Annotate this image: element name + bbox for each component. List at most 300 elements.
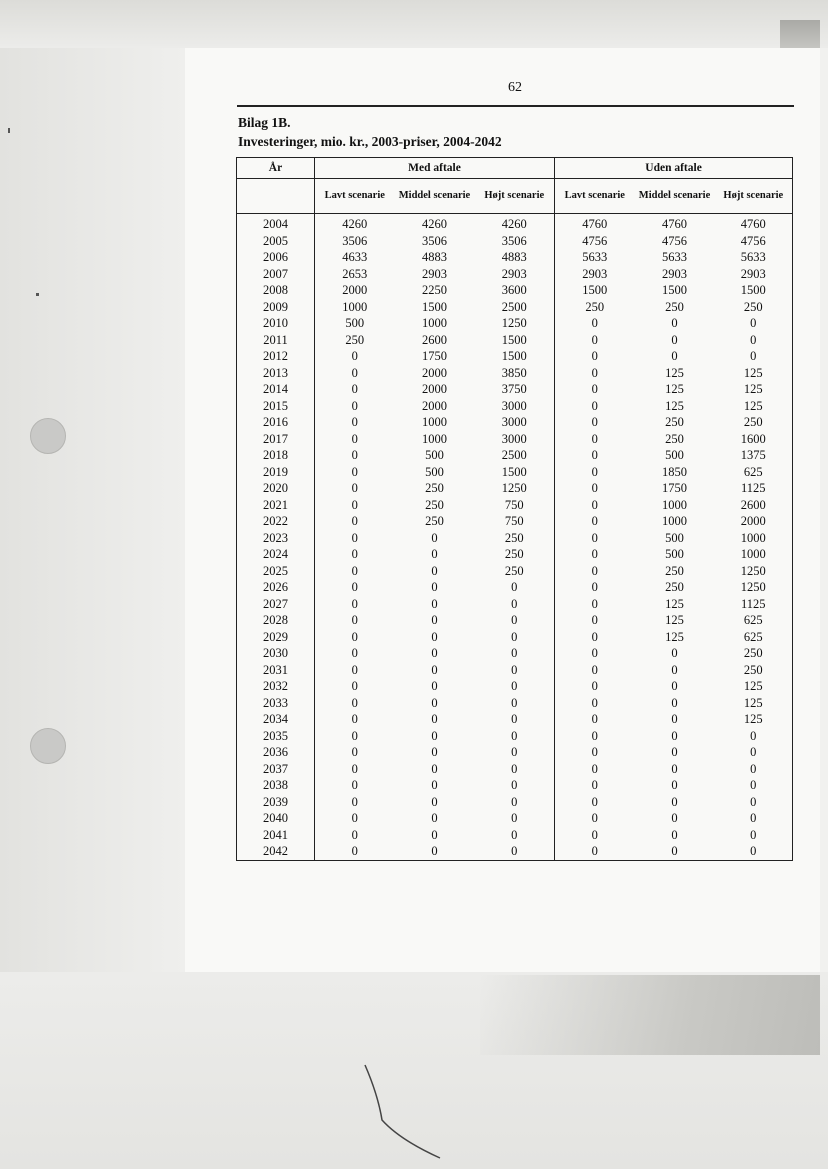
table-row [237,662,793,679]
cell-with-low: 0 [351,563,358,578]
cell-with-high: 750 [504,514,524,528]
cell-with-low: 0 [351,844,358,858]
cell-with-middle: 500 [425,448,444,462]
subheader-with-low: Lavt scenarie [315,179,395,214]
cell-without-low: 0 [555,711,635,728]
cell-year: 2012 [237,348,315,365]
cell-with-low: 0 [351,745,358,759]
cell-without-high: 1125 [741,481,766,495]
cell-without-high: 0 [750,745,757,759]
cell-without-high: 4756 [740,233,766,248]
cell-with-low: 0 [351,613,358,627]
cell-with-middle: 2000 [422,398,447,413]
table-row [237,843,793,860]
cell-without-high: 125 [743,695,763,710]
table-row [237,480,793,497]
cell-without-low: 0 [555,827,635,844]
cell-year: 2016 [237,414,315,431]
cell-without-low: 0 [555,414,635,431]
cell-without-middle: 500 [665,530,684,545]
cell-without-low: 0 [555,332,635,349]
cell-with-high: 0 [511,695,518,710]
cell-year: 2042 [237,843,315,860]
cell-with-high: 0 [511,580,518,594]
cell-without-high: 1000 [740,530,766,545]
cell-year: 2023 [237,530,315,547]
cell-with-low: 0 [351,761,358,776]
cell-without-low: 0 [555,365,635,382]
cell-without-high: 0 [750,761,757,776]
cell-year: 2035 [237,728,315,745]
cell-without-middle: 0 [671,761,678,776]
cell-with-middle: 0 [431,563,438,578]
cell-without-middle: 1850 [662,464,688,479]
cell-without-middle: 125 [665,382,684,396]
cell-with-high: 0 [511,712,518,726]
cell-without-middle: 1000 [662,514,688,528]
cell-year: 2032 [237,678,315,695]
cell-with-low: 1000 [342,299,368,314]
cell-year: 2040 [237,810,315,827]
cell-with-middle: 1000 [422,431,447,446]
cell-with-low: 3506 [342,233,368,248]
cell-with-high: 1500 [501,464,527,479]
cell-without-middle: 250 [665,580,684,594]
cell-with-low: 0 [351,464,358,479]
table-row [237,233,793,250]
cell-without-low: 0 [555,695,635,712]
cell-with-high: 0 [511,844,518,858]
cell-without-middle: 250 [665,415,684,429]
cell-year: 2024 [237,546,315,563]
cell-year: 2019 [237,464,315,481]
cell-without-low: 0 [555,843,635,860]
cell-with-low: 4633 [342,250,368,264]
cell-year: 2004 [237,214,315,233]
cell-without-low: 0 [555,579,635,596]
table-row [237,365,793,382]
cell-with-middle: 0 [431,794,438,809]
cell-with-middle: 0 [431,596,438,611]
cell-year: 2015 [237,398,315,415]
scan-speck [36,293,39,296]
cell-with-middle: 0 [431,827,438,842]
cell-without-middle: 0 [671,778,678,792]
cell-with-middle: 4260 [422,217,447,231]
cell-without-high: 250 [743,662,763,677]
cell-year: 2038 [237,777,315,794]
cell-without-low: 2903 [555,266,635,283]
cell-with-low: 0 [351,794,358,809]
cell-with-high: 0 [511,811,518,825]
cell-year: 2009 [237,299,315,316]
cell-with-high: 0 [511,827,518,842]
cell-year: 2029 [237,629,315,646]
scan-scratch-mark [360,1060,450,1160]
table-row [237,777,793,794]
cell-without-high: 625 [743,464,763,479]
cell-year: 2039 [237,794,315,811]
cell-year: 2028 [237,612,315,629]
punch-hole-lower [30,728,66,764]
cell-with-middle: 3506 [422,233,447,248]
cell-with-low: 0 [351,695,358,710]
cell-without-high: 250 [743,299,763,314]
cell-without-low: 0 [555,612,635,629]
cell-year: 2007 [237,266,315,283]
cell-without-high: 0 [750,811,757,825]
cell-with-low: 0 [351,448,358,462]
cell-with-low: 0 [351,827,358,842]
cell-with-middle: 500 [425,464,444,479]
cell-without-high: 125 [743,365,763,380]
cell-without-high: 1500 [740,283,766,297]
cell-without-middle: 4760 [662,217,688,231]
cell-without-low: 0 [555,794,635,811]
cell-with-high: 0 [511,728,518,743]
cell-year: 2025 [237,563,315,580]
cell-without-middle: 0 [671,349,678,363]
cell-with-low: 0 [351,497,358,512]
table-row [237,744,793,761]
table-row [237,332,793,349]
cell-without-middle: 0 [671,316,678,330]
cell-without-high: 125 [743,382,763,396]
cell-with-middle: 0 [431,662,438,677]
cell-without-low: 0 [555,596,635,613]
cell-with-middle: 1500 [422,299,447,314]
cell-year: 2006 [237,249,315,266]
cell-with-low: 0 [351,679,358,693]
cell-without-middle: 1000 [662,497,688,512]
cell-year: 2036 [237,744,315,761]
cell-year: 2022 [237,513,315,530]
subheader-without-low: Lavt scenarie [555,179,635,214]
cell-with-middle: 4883 [422,250,447,264]
cell-without-high: 0 [750,778,757,792]
cell-without-high: 2000 [740,514,766,528]
table-title: Investeringer, mio. kr., 2003-priser, 2004-2042 [238,134,502,149]
table-row [237,414,793,431]
cell-without-high: 2903 [740,266,766,281]
subheader-without-middle: Middel scenarie [635,179,715,214]
cell-with-low: 0 [351,646,358,660]
subheader-without-high: Højt scenarie [715,179,793,214]
cell-with-low: 0 [351,580,358,594]
cell-with-middle: 250 [425,481,444,495]
cell-without-low: 0 [555,513,635,530]
cell-without-low: 1500 [555,282,635,299]
table-row [237,315,793,332]
cell-without-high: 625 [743,613,763,627]
cell-with-middle: 0 [431,811,438,825]
cell-without-middle: 250 [665,431,684,446]
cell-without-low: 0 [555,315,635,332]
cell-with-high: 1500 [501,349,527,363]
cell-without-middle: 4756 [662,233,688,248]
cell-with-middle: 0 [431,712,438,726]
cell-without-middle: 1500 [662,283,688,297]
cell-without-low: 0 [555,431,635,448]
cell-year: 2010 [237,315,315,332]
cell-without-middle: 5633 [662,250,688,264]
table-row [237,530,793,547]
cell-with-high: 0 [511,613,518,627]
cell-without-low: 0 [555,678,635,695]
cell-with-low: 0 [351,728,358,743]
table-row [237,282,793,299]
cell-without-middle: 0 [671,712,678,726]
cell-with-high: 4883 [501,250,527,264]
cell-without-low: 0 [555,381,635,398]
cell-without-high: 0 [750,827,757,842]
cell-with-high: 0 [511,629,518,644]
subheader-with-high: Højt scenarie [475,179,555,214]
cell-year: 2014 [237,381,315,398]
table-row [237,249,793,266]
cell-without-low: 0 [555,744,635,761]
cell-with-low: 0 [351,778,358,792]
cell-without-middle: 0 [671,646,678,660]
cell-year: 2027 [237,596,315,613]
cell-without-low: 0 [555,546,635,563]
cell-with-middle: 0 [431,547,438,561]
cell-without-low: 0 [555,728,635,745]
cell-without-low: 0 [555,761,635,778]
cell-year: 2018 [237,447,315,464]
cell-with-low: 0 [351,415,358,429]
cell-year: 2005 [237,233,315,250]
cell-with-low: 0 [351,629,358,644]
table-row [237,596,793,613]
cell-with-high: 1250 [501,316,527,330]
cell-without-high: 0 [750,349,757,363]
cell-without-high: 250 [743,646,763,660]
cell-with-high: 750 [504,497,524,512]
table-row [237,612,793,629]
cell-without-middle: 125 [665,629,684,644]
table-row [237,695,793,712]
cell-without-middle: 125 [665,365,684,380]
cell-without-middle: 125 [665,613,684,627]
cell-without-middle: 0 [671,745,678,759]
cell-with-low: 0 [351,365,358,380]
cell-without-low: 0 [555,447,635,464]
cell-with-low: 2653 [342,266,368,281]
table-row [237,431,793,448]
year-subheader-blank [237,179,315,214]
cell-without-middle: 0 [671,728,678,743]
table-row [237,728,793,745]
cell-with-high: 3506 [501,233,527,248]
cell-with-low: 4260 [342,217,368,231]
cell-year: 2037 [237,761,315,778]
cell-with-low: 0 [351,382,358,396]
cell-with-middle: 250 [425,514,444,528]
cell-year: 2013 [237,365,315,382]
cell-with-high: 3000 [501,398,527,413]
cell-without-low: 0 [555,563,635,580]
cell-without-middle: 0 [671,332,678,347]
cell-year: 2030 [237,645,315,662]
cell-with-middle: 0 [431,745,438,759]
table-row [237,761,793,778]
investment-table [236,157,793,861]
table-row [237,678,793,695]
cell-without-middle: 0 [671,662,678,677]
cell-without-low: 0 [555,777,635,794]
cell-with-high: 0 [511,596,518,611]
cell-without-middle: 1750 [662,481,688,495]
cell-year: 2008 [237,282,315,299]
cell-with-low: 2000 [342,283,368,297]
scan-speck [8,128,10,133]
cell-year: 2021 [237,497,315,514]
page-number: 62 [508,80,522,95]
cell-without-high: 1125 [741,596,766,611]
cell-without-middle: 2903 [662,266,688,281]
cell-without-high: 5633 [740,250,766,264]
table-row [237,513,793,530]
cell-with-low: 0 [351,596,358,611]
cell-without-high: 1250 [740,580,766,594]
cell-with-low: 0 [351,547,358,561]
cell-with-low: 0 [351,398,358,413]
cell-with-middle: 2903 [422,266,447,281]
subheader-with-middle: Middel scenarie [395,179,475,214]
cell-without-middle: 250 [665,299,684,314]
group-header-without-agreement: Uden aftale [555,158,793,179]
table-row [237,497,793,514]
punch-hole-upper [30,418,66,454]
group-header-with-agreement: Med aftale [315,158,555,179]
cell-without-middle: 0 [671,844,678,858]
cell-with-middle: 0 [431,728,438,743]
cell-with-middle: 2250 [422,283,447,297]
cell-with-low: 0 [351,662,358,677]
cell-without-middle: 250 [665,563,684,578]
table-row [237,214,793,233]
cell-with-high: 250 [504,563,524,578]
cell-without-middle: 500 [665,448,684,462]
cell-with-low: 250 [345,332,365,347]
cell-with-high: 4260 [501,217,527,231]
cell-with-middle: 2000 [422,365,447,380]
table-row [237,546,793,563]
cell-without-high: 0 [750,844,757,858]
table-row [237,381,793,398]
table-body [237,214,793,861]
cell-with-middle: 0 [431,844,438,858]
cell-with-high: 0 [511,646,518,660]
table-row [237,827,793,844]
cell-without-low: 0 [555,645,635,662]
cell-without-high: 125 [743,712,763,726]
cell-with-high: 3850 [501,365,527,380]
cell-without-middle: 0 [671,811,678,825]
cell-with-high: 2903 [501,266,527,281]
cell-with-high: 3000 [501,431,527,446]
table-row [237,711,793,728]
cell-with-middle: 1750 [422,349,447,363]
cell-with-high: 3750 [501,382,527,396]
cell-without-high: 0 [750,332,757,347]
cell-without-high: 1600 [740,431,766,446]
table-row [237,464,793,481]
cell-without-high: 1375 [740,448,766,462]
cell-with-low: 0 [351,514,358,528]
cell-with-low: 0 [351,431,358,446]
scan-shadow-bottom-right [480,975,820,1055]
header-rule [237,105,794,107]
cell-year: 2034 [237,711,315,728]
cell-with-high: 0 [511,745,518,759]
cell-with-middle: 2600 [422,332,447,347]
cell-without-high: 0 [750,728,757,743]
cell-with-middle: 0 [431,613,438,627]
cell-with-middle: 0 [431,761,438,776]
cell-with-high: 250 [504,547,524,561]
year-column-header: År [237,158,315,179]
cell-without-middle: 0 [671,695,678,710]
table-row [237,398,793,415]
cell-with-middle: 2000 [422,382,447,396]
cell-without-low: 0 [555,497,635,514]
table-row [237,579,793,596]
cell-without-low: 250 [555,299,635,316]
cell-with-high: 3600 [501,283,527,297]
table-row [237,266,793,283]
table-row [237,563,793,580]
cell-without-high: 1250 [740,563,766,578]
cell-with-high: 2500 [501,299,527,314]
cell-with-high: 0 [511,662,518,677]
cell-with-high: 0 [511,761,518,776]
cell-year: 2020 [237,480,315,497]
cell-without-high: 1000 [740,547,766,561]
cell-with-middle: 0 [431,679,438,693]
table-row [237,794,793,811]
cell-without-high: 625 [743,629,763,644]
cell-with-middle: 1000 [422,415,447,429]
cell-with-middle: 1000 [422,316,447,330]
cell-without-high: 2600 [740,497,766,512]
cell-with-low: 0 [351,712,358,726]
cell-without-low: 0 [555,464,635,481]
cell-with-middle: 0 [431,695,438,710]
cell-without-low: 4756 [555,233,635,250]
cell-with-high: 0 [511,794,518,809]
cell-without-low: 5633 [555,249,635,266]
cell-with-high: 0 [511,778,518,792]
cell-with-low: 500 [345,316,365,330]
table-row [237,645,793,662]
cell-year: 2026 [237,579,315,596]
cell-without-high: 0 [750,794,757,809]
table-row [237,810,793,827]
cell-year: 2033 [237,695,315,712]
cell-without-low: 0 [555,629,635,646]
cell-year: 2041 [237,827,315,844]
cell-without-middle: 500 [665,547,684,561]
cell-without-low: 0 [555,530,635,547]
cell-year: 2017 [237,431,315,448]
cell-without-low: 0 [555,810,635,827]
cell-with-middle: 0 [431,778,438,792]
cell-with-middle: 0 [431,580,438,594]
cell-with-low: 0 [351,530,358,545]
cell-without-low: 0 [555,662,635,679]
